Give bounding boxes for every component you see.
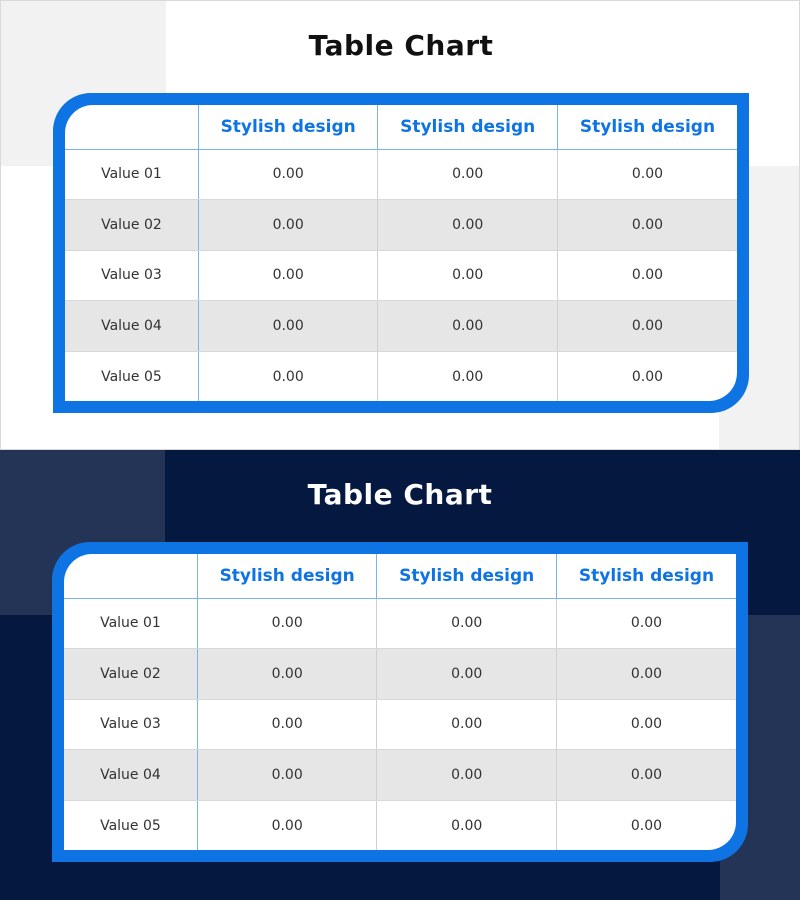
header-row — [65, 105, 737, 149]
table-cell: 0.00 — [557, 351, 737, 401]
column-header: Stylish design — [198, 105, 378, 149]
table-cell: 0.00 — [557, 149, 737, 200]
column-header: Stylish design — [378, 105, 558, 149]
data-table — [64, 554, 736, 850]
table-row — [64, 800, 736, 850]
table-cell: 0.00 — [377, 598, 557, 649]
chart-title: Table Chart — [307, 478, 493, 511]
table-row — [64, 750, 736, 801]
chart-title: Table Chart — [308, 29, 494, 62]
dark-panel — [0, 450, 800, 900]
table-cell: 0.00 — [378, 250, 558, 301]
data-table — [65, 105, 737, 401]
table-row — [65, 351, 737, 401]
table-cell: 0.00 — [198, 250, 378, 301]
table-cell: 0.00 — [197, 699, 377, 750]
table-container — [65, 105, 737, 401]
table-frame — [53, 93, 749, 413]
table-cell: 0.00 — [197, 598, 377, 649]
table-cell: 0.00 — [197, 800, 377, 850]
table-cell: 0.00 — [197, 649, 377, 700]
column-header: Stylish design — [377, 554, 557, 598]
table-cell: 0.00 — [198, 301, 378, 352]
table-cell: 0.00 — [377, 750, 557, 801]
table-cell: 0.00 — [377, 800, 557, 850]
table-frame — [52, 542, 748, 862]
table-cell: 0.00 — [198, 351, 378, 401]
header-corner-cell — [65, 105, 198, 149]
column-header: Stylish design — [197, 554, 377, 598]
table-row — [65, 250, 737, 301]
row-label: Value 05 — [101, 368, 162, 385]
table-cell: 0.00 — [556, 649, 736, 700]
row-label: Value 02 — [65, 200, 198, 251]
row-label: Value 05 — [100, 817, 161, 834]
row-label: Value 01 — [64, 598, 197, 649]
row-label: Value 04 — [64, 750, 197, 801]
table-cell: 0.00 — [378, 351, 558, 401]
row-label: Value 02 — [64, 649, 197, 700]
table-cell: 0.00 — [377, 699, 557, 750]
table-cell: 0.00 — [197, 750, 377, 801]
row-label: Value 03 — [65, 250, 198, 301]
header-row — [64, 554, 736, 598]
table-cell: 0.00 — [198, 200, 378, 251]
row-label: Value 03 — [64, 699, 197, 750]
table-cell: 0.00 — [198, 149, 378, 200]
table-cell: 0.00 — [556, 800, 736, 850]
table-cell: 0.00 — [378, 200, 558, 251]
row-label: Value 04 — [65, 301, 198, 352]
table-cell: 0.00 — [378, 149, 558, 200]
column-header: Stylish design — [556, 554, 736, 598]
header-corner-cell — [64, 554, 197, 598]
table-cell: 0.00 — [557, 301, 737, 352]
table-cell: 0.00 — [556, 598, 736, 649]
table-cell: 0.00 — [378, 301, 558, 352]
table-row — [65, 200, 737, 251]
table-cell: 0.00 — [556, 699, 736, 750]
column-header: Stylish design — [557, 105, 737, 149]
table-row — [64, 699, 736, 750]
table-container — [64, 554, 736, 850]
table-cell: 0.00 — [557, 200, 737, 251]
table-row — [64, 649, 736, 700]
table-cell: 0.00 — [557, 250, 737, 301]
table-cell: 0.00 — [377, 649, 557, 700]
table-cell: 0.00 — [556, 750, 736, 801]
table-row — [65, 301, 737, 352]
row-label: Value 01 — [65, 149, 198, 200]
table-row — [65, 149, 737, 200]
table-row — [64, 598, 736, 649]
